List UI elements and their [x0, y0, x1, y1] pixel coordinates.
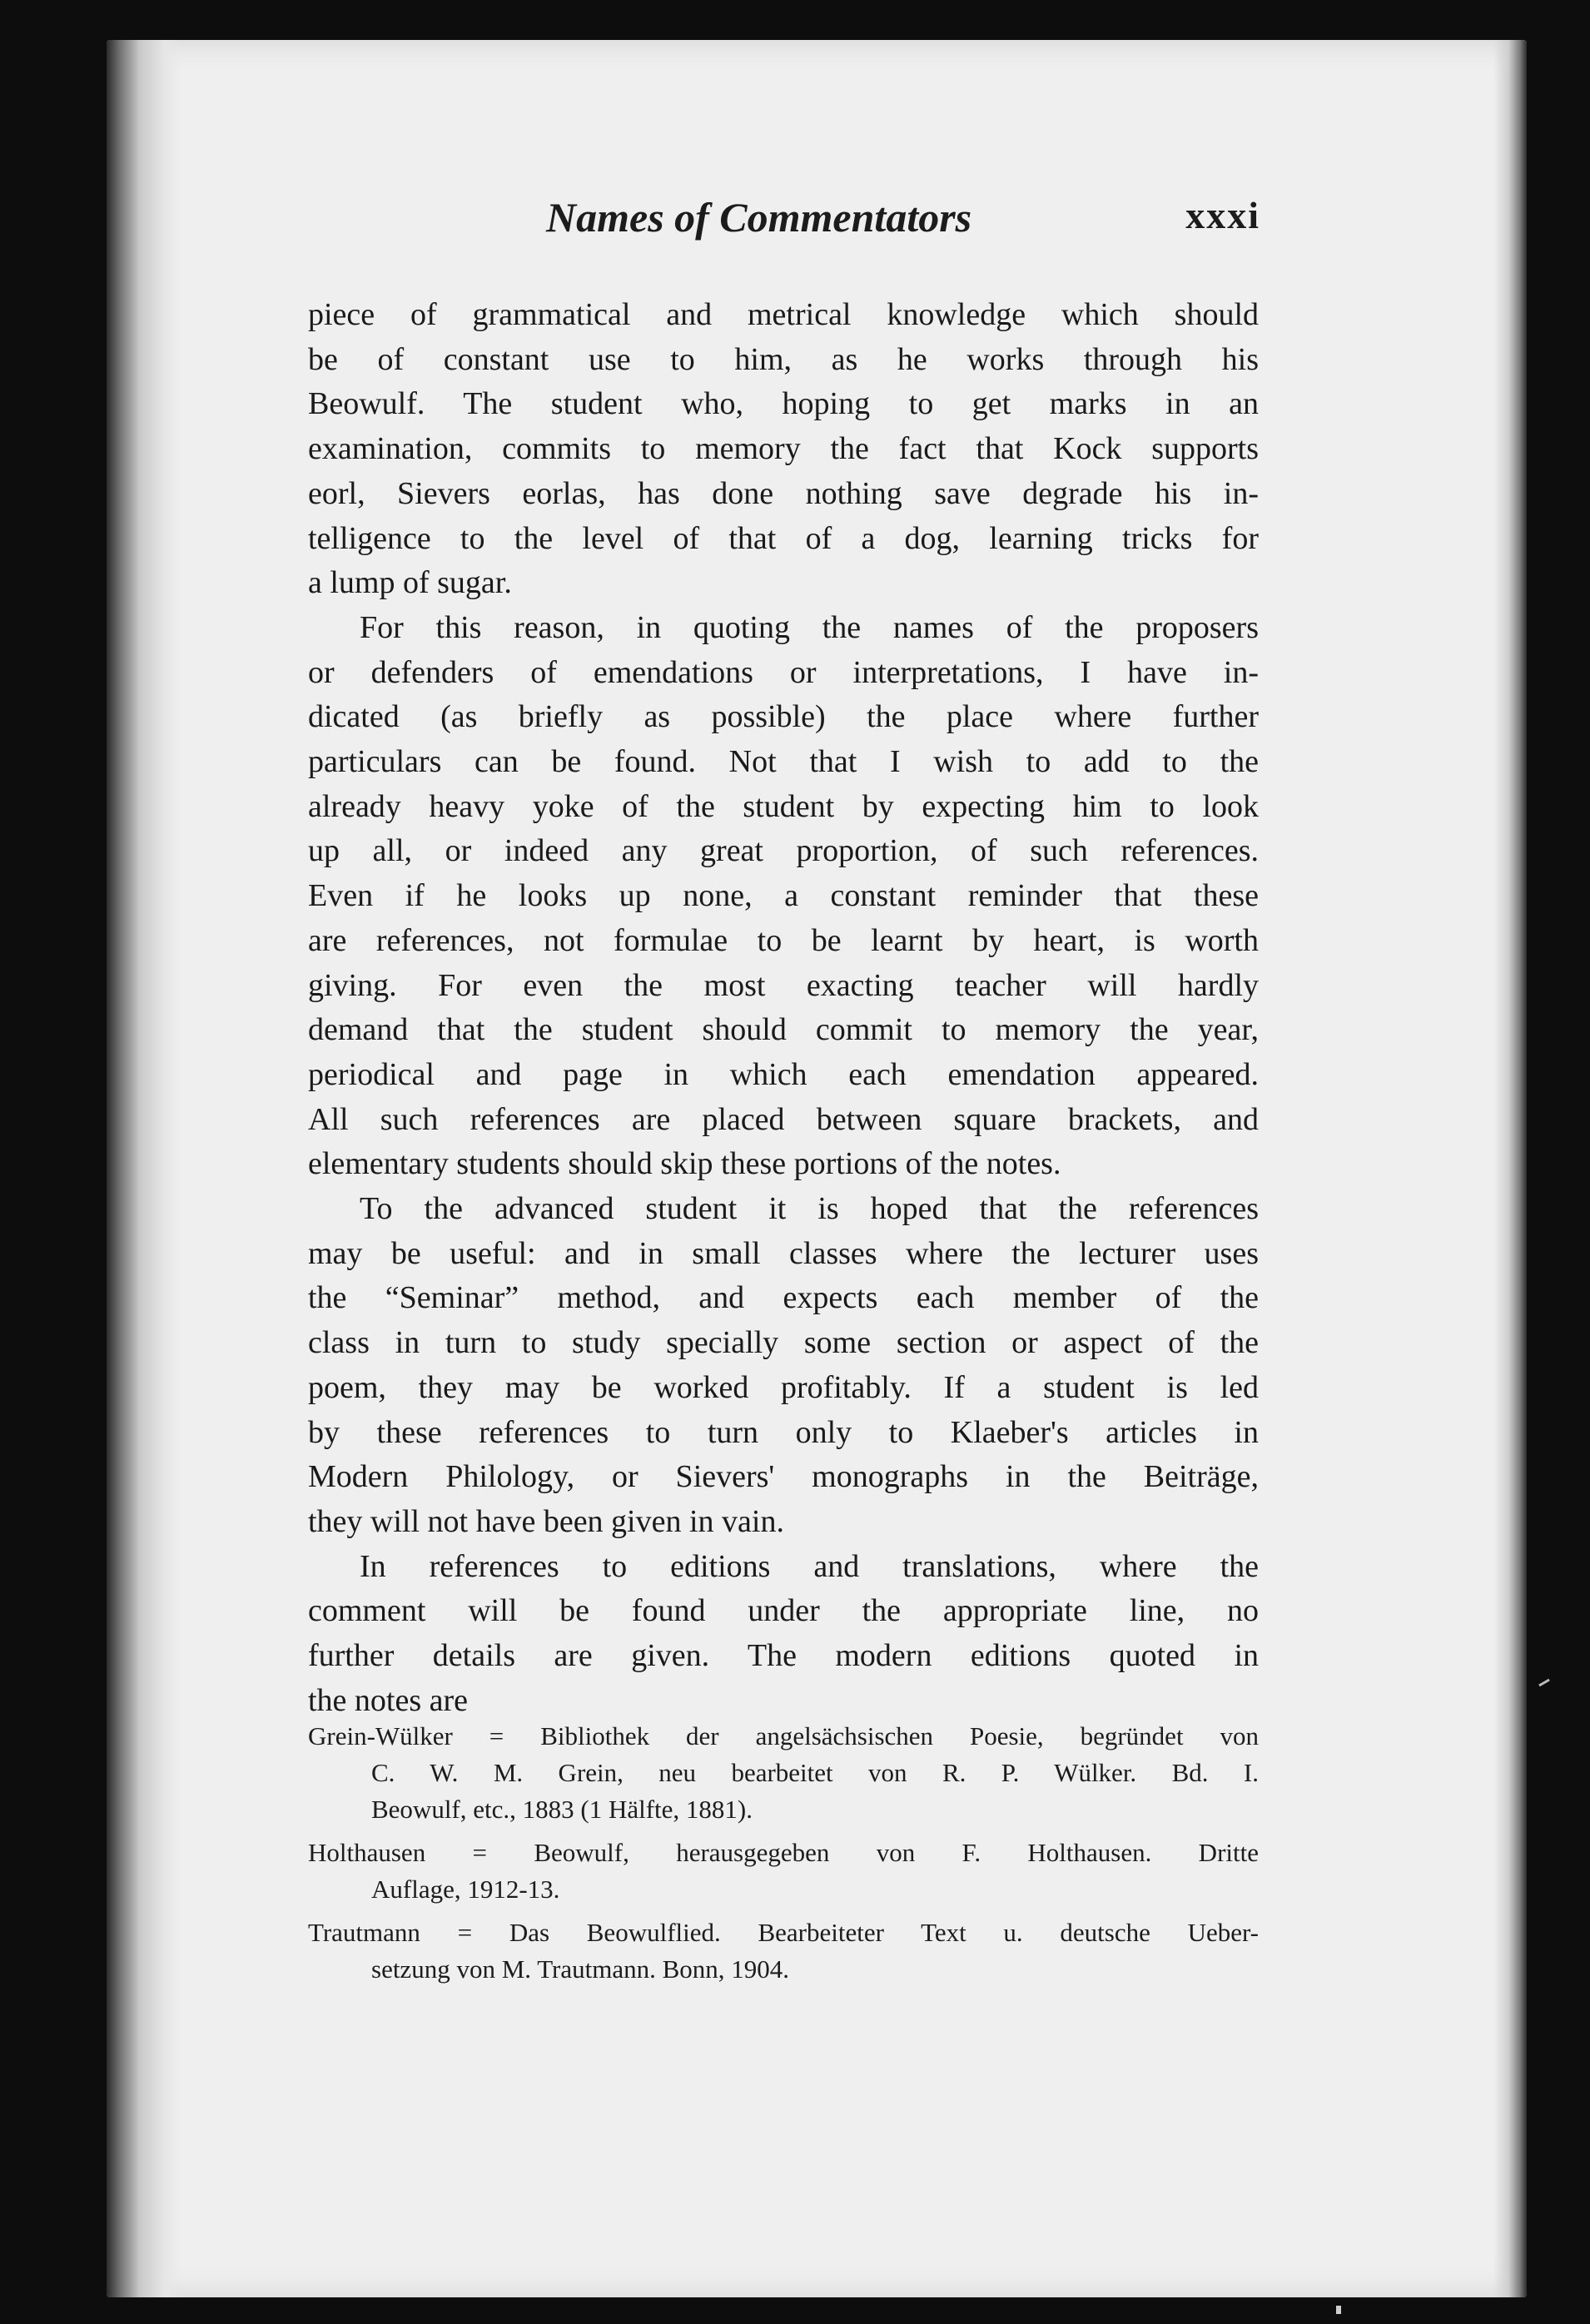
text-line: or defenders of emendations or interpretations, I have in- — [308, 654, 1259, 690]
text-line: piece of grammatical and metrical knowledge which should — [308, 297, 1259, 332]
text-line: the notes are — [308, 1682, 469, 1718]
running-header — [506, 181, 1260, 256]
text-line: Modern Philology, or Sievers' monographs in the Beiträge, — [308, 1459, 1259, 1495]
text-line: up all, or indeed any great proportion, of such references. — [308, 833, 1259, 869]
reference-entry — [308, 1835, 1259, 1908]
reference-entry — [308, 1914, 1259, 1988]
edition-references — [308, 1718, 1259, 1994]
text-line: particulars can be found. Not that I wish to add to the — [308, 744, 1259, 780]
paragraph — [308, 1545, 1259, 1724]
text-line: further details are given. The modern editions quoted in — [308, 1638, 1259, 1674]
text-line: examination, commits to memory the fact that Kock supports — [308, 431, 1259, 467]
page-edge-shadow — [1493, 40, 1527, 2297]
body-text — [308, 293, 1259, 1724]
text-line: may be useful: and in small classes where the lecturer uses — [308, 1235, 1259, 1271]
reference-line: setzung von M. Trautmann. Bonn, 1904. — [371, 1954, 790, 1984]
text-line: they will not have been given in vain. — [308, 1503, 784, 1539]
text-line: poem, they may be worked profitably. If a student is led — [308, 1369, 1259, 1405]
paragraph — [308, 606, 1259, 1187]
page-number: xxxi — [1185, 194, 1260, 236]
text-line: Even if he looks up none, a constant reminder that these — [308, 878, 1259, 914]
reference-line: Beowulf, etc., 1883 (1 Hälfte, 1881). — [371, 1795, 753, 1824]
text-line: Beowulf. The student who, hoping to get marks in an — [308, 386, 1259, 422]
text-line: giving. For even the most exacting teacher will hardly — [308, 967, 1259, 1003]
text-line: For this reason, in quoting the names of the proposers — [360, 609, 1259, 645]
paragraph — [308, 1187, 1259, 1545]
text-line: telligence to the level of that of a dog, learning tricks for — [308, 520, 1259, 556]
reference-line: Holthausen = Beowulf, herausgegeben von F. Holthausen. Dritte — [308, 1838, 1259, 1867]
text-line: comment will be found under the appropriate line, no — [308, 1593, 1259, 1629]
text-line: demand that the student should commit to memory the year, — [308, 1012, 1259, 1048]
reference-line: Trautmann = Das Beowulflied. Bearbeiteter Text u. deutsche Ueber- — [308, 1918, 1259, 1947]
reference-line: Grein-Wülker = Bibliothek der angelsächsischen Poesie, begründet von — [308, 1721, 1259, 1750]
text-line: already heavy yoke of the student by expecting him to look — [308, 788, 1259, 824]
text-line: be of constant use to him, as he works through his — [308, 341, 1259, 377]
text-line: To the advanced student it is hoped that the references — [360, 1191, 1259, 1227]
text-line: the “Seminar” method, and expects each member of the — [308, 1280, 1259, 1316]
text-line: All such references are placed between square brackets, and — [308, 1101, 1259, 1137]
paragraph — [308, 293, 1259, 606]
text-line: elementary students should skip these portions of the notes. — [308, 1146, 1061, 1182]
reference-line: C. W. M. Grein, neu bearbeitet von R. P. Wülker. Bd. I. — [371, 1758, 1259, 1787]
text-line: periodical and page in which each emendation appeared. — [308, 1056, 1259, 1092]
text-line: dicated (as briefly as possible) the place where further — [308, 699, 1259, 735]
reference-entry — [308, 1718, 1259, 1828]
reference-line: Auflage, 1912-13. — [371, 1875, 560, 1904]
text-line: by these references to turn only to Klaeber's articles in — [308, 1414, 1259, 1450]
text-line: class in turn to study specially some section or aspect of the — [308, 1325, 1259, 1361]
scan-dust-mark — [1336, 2306, 1341, 2314]
running-title: Names of Commentators — [546, 194, 972, 241]
text-line: In references to editions and translations, where the — [360, 1548, 1259, 1584]
text-line: a lump of sugar. — [308, 565, 512, 601]
text-line: are references, not formulae to be learnt by heart, is worth — [308, 922, 1259, 958]
page-gutter-shadow — [107, 40, 181, 2297]
text-line: eorl, Sievers eorlas, has done nothing save degrade his in- — [308, 475, 1259, 511]
